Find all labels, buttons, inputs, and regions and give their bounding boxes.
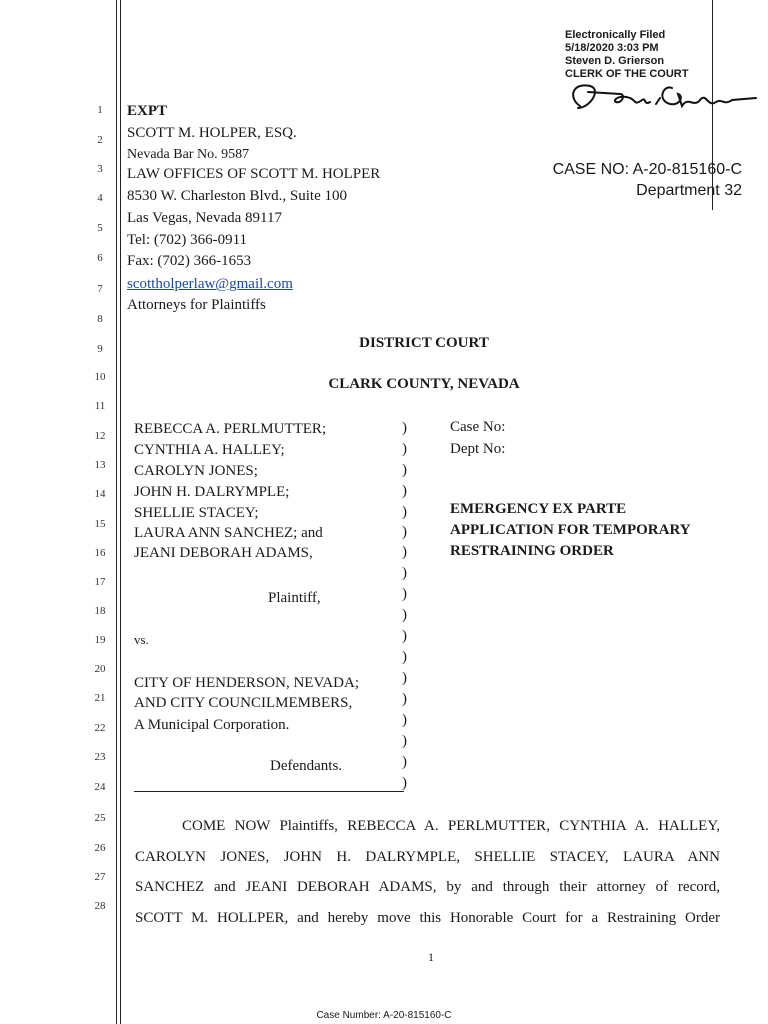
line-number: 9 bbox=[97, 343, 103, 355]
defendant-name: AND CITY COUNCILMEMBERS, bbox=[134, 695, 353, 711]
caption-paren: ) bbox=[402, 483, 407, 499]
clerk-signature bbox=[560, 78, 760, 118]
line-number: 23 bbox=[94, 751, 106, 763]
body-text-line: SANCHEZ and JEANI DEBORAH ADAMS, by and through their attorney of record, bbox=[135, 879, 720, 895]
line-number: 1 bbox=[97, 104, 103, 116]
caption-paren: ) bbox=[402, 441, 407, 457]
court-county: CLARK COUNTY, NEVADA bbox=[328, 376, 520, 392]
document-title-line: APPLICATION FOR TEMPORARY bbox=[450, 522, 691, 538]
line-number: 2 bbox=[97, 134, 103, 146]
caption-paren: ) bbox=[402, 420, 407, 436]
court-name: DISTRICT COURT bbox=[359, 335, 489, 351]
plaintiff-name: REBECCA A. PERLMUTTER; bbox=[134, 421, 327, 437]
versus: vs. bbox=[134, 632, 149, 647]
defendant-name: A Municipal Corporation. bbox=[134, 717, 290, 733]
footer-case-number: Case Number: A-20-815160-C bbox=[316, 1010, 452, 1021]
line-number: 19 bbox=[94, 634, 106, 646]
caption-paren: ) bbox=[402, 565, 407, 581]
line-number: 15 bbox=[94, 518, 106, 530]
caption-paren: ) bbox=[402, 754, 407, 770]
bar-number: Nevada Bar No. 9587 bbox=[127, 147, 250, 162]
caption-paren: ) bbox=[402, 649, 407, 665]
attorney-role: Attorneys for Plaintiffs bbox=[127, 297, 266, 313]
telephone: Tel: (702) 366-0911 bbox=[127, 232, 248, 248]
caption-paren: ) bbox=[402, 524, 407, 540]
caption-paren: ) bbox=[402, 607, 407, 623]
defendant-name: CITY OF HENDERSON, NEVADA; bbox=[134, 675, 360, 691]
department-stamp: Department 32 bbox=[636, 182, 742, 199]
line-number: 14 bbox=[94, 488, 106, 500]
plaintiff-name: JOHN H. DALRYMPLE; bbox=[134, 484, 290, 500]
plaintiff-name: SHELLIE STACEY; bbox=[134, 505, 259, 521]
caption-paren: ) bbox=[402, 712, 407, 728]
email-link[interactable]: scottholperlaw@gmail.com bbox=[127, 276, 293, 292]
street-address: 8530 W. Charleston Blvd., Suite 100 bbox=[127, 188, 348, 204]
line-number: 12 bbox=[94, 430, 106, 442]
line-number: 3 bbox=[97, 163, 103, 175]
page-number: 1 bbox=[428, 950, 434, 964]
plaintiff-name: JEANI DEBORAH ADAMS, bbox=[134, 545, 313, 561]
line-number: 13 bbox=[94, 459, 106, 471]
line-number: 24 bbox=[94, 781, 106, 793]
document-title-line: RESTRAINING ORDER bbox=[450, 543, 614, 559]
attorney-name: SCOTT M. HOLPER, ESQ. bbox=[127, 125, 297, 141]
caption-paren: ) bbox=[402, 670, 407, 686]
line-number: 7 bbox=[97, 283, 103, 295]
fax: Fax: (702) 366-1653 bbox=[127, 253, 252, 269]
left-margin-rule-inner bbox=[120, 0, 121, 1024]
line-number: 21 bbox=[94, 692, 106, 704]
caption-rule bbox=[134, 791, 404, 792]
filing-stamp-date: 5/18/2020 3:03 PM bbox=[565, 42, 659, 54]
filing-stamp-title: CLERK OF THE COURT bbox=[565, 68, 689, 80]
case-number-stamp: CASE NO: A-20-815160-C bbox=[552, 161, 742, 178]
line-number: 28 bbox=[94, 900, 106, 912]
body-text-line: COME NOW Plaintiffs, REBECCA A. PERLMUTTER, CYNTHIA A. HALLEY, bbox=[182, 818, 720, 834]
caption-paren: ) bbox=[402, 462, 407, 478]
line-number: 8 bbox=[97, 313, 103, 325]
caption-paren: ) bbox=[402, 544, 407, 560]
dept-no-label: Dept No: bbox=[450, 441, 506, 457]
line-number: 10 bbox=[94, 371, 106, 383]
line-number: 27 bbox=[94, 871, 106, 883]
plaintiff-label: Plaintiff, bbox=[268, 590, 321, 606]
line-number: 18 bbox=[94, 605, 106, 617]
caption-paren: ) bbox=[402, 691, 407, 707]
caption-paren: ) bbox=[402, 504, 407, 520]
plaintiff-name: CAROLYN JONES; bbox=[134, 463, 258, 479]
caption-paren: ) bbox=[402, 733, 407, 749]
filing-stamp-clerk: Steven D. Grierson bbox=[565, 55, 665, 67]
caption-paren: ) bbox=[402, 775, 407, 791]
filing-stamp-line: Electronically Filed bbox=[565, 29, 666, 41]
body-text-line: SCOTT M. HOLLPER, and hereby move this Honorable Court for a Restraining Order bbox=[135, 910, 720, 926]
line-number: 25 bbox=[94, 812, 106, 824]
line-number: 4 bbox=[97, 192, 103, 204]
caption-paren: ) bbox=[402, 586, 407, 602]
line-number: 17 bbox=[94, 576, 106, 588]
line-number: 6 bbox=[97, 252, 103, 264]
line-number: 20 bbox=[94, 663, 106, 675]
line-number: 11 bbox=[94, 400, 106, 412]
defendant-label: Defendants. bbox=[270, 758, 343, 774]
document-title-line: EMERGENCY EX PARTE bbox=[450, 501, 627, 517]
plaintiff-name: LAURA ANN SANCHEZ; and bbox=[134, 525, 323, 541]
body-text-line: CAROLYN JONES, JOHN H. DALRYMPLE, SHELLIE STACEY, LAURA ANN bbox=[135, 849, 720, 865]
city-address: Las Vegas, Nevada 89117 bbox=[127, 210, 282, 226]
case-no-label: Case No: bbox=[450, 419, 506, 435]
line-number: 22 bbox=[94, 722, 106, 734]
law-firm: LAW OFFICES OF SCOTT M. HOLPER bbox=[127, 166, 381, 182]
line-number: 16 bbox=[94, 547, 106, 559]
electronic-filing-stamp bbox=[565, 29, 745, 81]
line-number: 26 bbox=[94, 842, 106, 854]
plaintiff-name: CYNTHIA A. HALLEY; bbox=[134, 442, 285, 458]
left-margin-rule-outer bbox=[116, 0, 117, 1024]
document-code: EXPT bbox=[127, 103, 168, 119]
line-number: 5 bbox=[97, 222, 103, 234]
caption-paren: ) bbox=[402, 628, 407, 644]
